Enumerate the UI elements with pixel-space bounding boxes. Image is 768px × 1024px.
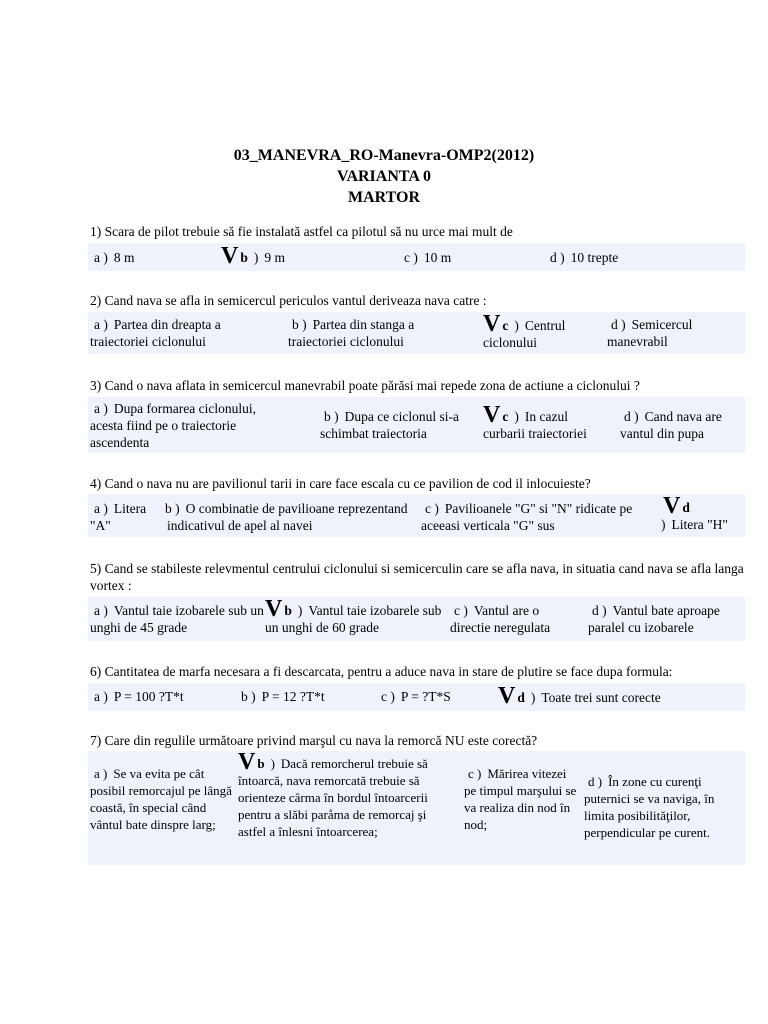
check-mark-icon: V <box>238 749 256 775</box>
option-3a: a ) Dupa formarea ciclonului, acesta fiind pe o traiectorie ascendenta <box>90 401 256 450</box>
question-3-answers <box>88 397 745 453</box>
option-1d: d ) 10 trepte <box>550 250 619 265</box>
option-7d: d ) În zone cu curenţi puternici se va naviga, în limita posibilităţilor, perpendicular pe curent. <box>584 774 715 840</box>
option-7b: Vb ) Dacă remorcherul trebuie să întoarcă, nava remorcată trebuie să orienteze cârma în bordul întoarcerii pentru a slăbi paråma de remorcaj şi astfel a înlesni întoarcerea; <box>238 749 428 839</box>
document-title: 03_MANEVRA_RO-Manevra-OMP2(2012) <box>233 147 535 164</box>
check-mark-icon: V <box>221 243 239 269</box>
option-6c: c ) P = ?T*S <box>381 689 451 704</box>
option-5d: d ) Vantul bate aproape paralel cu izobarele <box>588 603 720 635</box>
question-7-text: 7) Care din regulile următoare privind marşul cu nava la remorcă NU este corectă? <box>90 733 538 748</box>
question-1-answers <box>88 243 745 271</box>
option-7a: a ) Se va evita pe cât posibil remorcajul pe lângă coastă, în special când vântul bate dinspre larg; <box>90 766 232 832</box>
question-5-text: 5) Cand se stabileste relevmentul centrului ciclonului si semicerculin care se afla nava, in situatia cand nava se afla langa vortex : <box>90 561 744 593</box>
question-2-text: 2) Cand nava se afla in semicercul periculos vantul deriveaza nava catre : <box>90 293 487 308</box>
option-4b: b ) O combinatie de pavilioane reprezentand indicativul de apel al navei <box>165 501 408 533</box>
option-5a: a ) Vantul taie izobarele sub un unghi de 45 grade <box>90 603 264 635</box>
question-4-answers <box>88 494 745 537</box>
question-2-answers <box>88 312 745 354</box>
question-6-text: 6) Cantitatea de marfa necesara a fi descarcata, pentru a aduce nava in stare de plutire se face dupa formula: <box>90 664 673 679</box>
option-3b: b ) Dupa ce ciclonul si-a schimbat traiectoria <box>320 409 459 441</box>
option-6d: Vd ) Toate trei sunt corecte <box>498 683 661 709</box>
check-mark-icon: V <box>483 402 501 428</box>
option-5b: Vb ) Vantul taie izobarele sub un unghi de 60 grade <box>265 596 442 635</box>
question-7-answers <box>88 751 745 865</box>
option-1a: a ) 8 m <box>94 250 135 265</box>
option-6b: b ) P = 12 ?T*t <box>241 689 325 704</box>
option-3d: d ) Cand nava are vantul din pupa <box>620 409 722 441</box>
question-5-answers <box>88 597 745 641</box>
document-header <box>0 145 768 208</box>
question-6-answers <box>88 683 745 711</box>
check-mark-icon: V <box>498 683 516 709</box>
check-mark-icon: V <box>265 596 283 622</box>
option-2c: Vc ) Centrul ciclonului <box>483 311 566 350</box>
question-1-text: 1) Scara de pilot trebuie să fie instalată astfel ca pilotul să nu urce mai mult de <box>90 224 513 239</box>
option-3c: Vc ) In cazul curbarii traiectoriei <box>483 402 587 441</box>
option-6a: a ) P = 100 ?T*t <box>94 689 184 704</box>
question-3-text: 3) Cand o nava aflata in semicercul manevrabil poate părăsi mai repede zona de actiune a ciclonului ? <box>90 378 640 393</box>
variant-label: VARIANTA 0 <box>336 168 432 185</box>
check-mark-icon: V <box>663 493 681 519</box>
option-2b: b ) Partea din stanga a traiectoriei ciclonului <box>288 317 415 349</box>
option-1c: c ) 10 m <box>404 250 452 265</box>
option-4d: Vd ) Litera "H" <box>661 493 728 532</box>
option-1b: Vb ) 9 m <box>221 243 285 269</box>
question-4-text: 4) Cand o nava nu are pavilionul tarii in care face escala cu ce pavilion de cod il inlocuieste? <box>90 476 591 491</box>
option-4c: c ) Pavilioanele "G" si "N" ridicate pe aceeasi verticala "G" sus <box>421 501 633 533</box>
option-2d: d ) Semicercul manevrabil <box>607 317 693 349</box>
option-5c: c ) Vantul are o directie neregulata <box>450 603 551 635</box>
martor-label: MARTOR <box>347 189 421 206</box>
option-7c: c ) Mărirea vitezei pe timpul marşului se va realiza din nod în nod; <box>464 766 577 832</box>
option-4a: a ) Litera "A" <box>90 501 147 533</box>
option-2a: a ) Partea din dreapta a traiectoriei ciclonului <box>90 317 221 349</box>
check-mark-icon: V <box>483 311 501 337</box>
